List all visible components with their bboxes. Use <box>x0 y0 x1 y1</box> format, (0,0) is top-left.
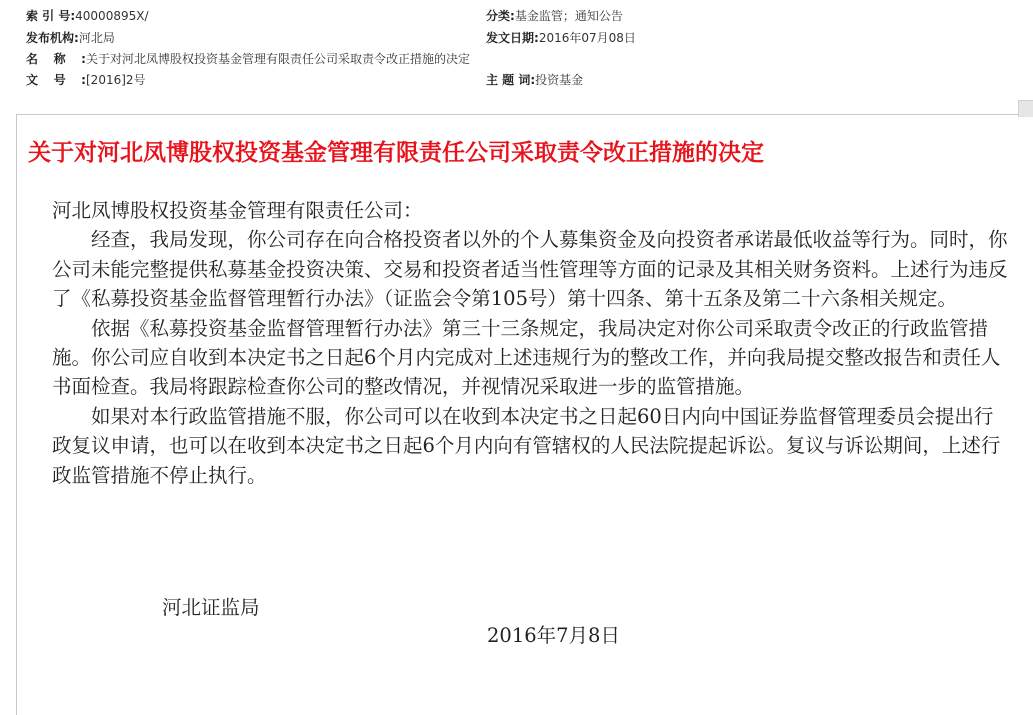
meta-issuer-row <box>26 28 115 48</box>
document-title: 关于对河北凤博股权投资基金管理有限责任公司采取责令改正措施的决定 <box>28 140 764 166</box>
meta-date-label: 发文日期: <box>486 31 539 45</box>
body-paragraph-findings: 经查，我局发现，你公司存在向合格投资者以外的个人募集资金及向投资者承诺最低收益等行为。同时，你公司未能完整提供私募基金投资决策、交易和投资者适当性管理等方面的记录及其相关财务资料。上述行为违反了《私募投资基金监督管理暂行办法》（证监会令第105号）第十四条、第十五条及第二十六条相关规定。 <box>52 228 1008 311</box>
meta-name-value: 关于对河北凤博股权投资基金管理有限责任公司采取责令改正措施的决定 <box>86 52 471 66</box>
meta-date-row <box>486 28 636 48</box>
document-meta-header <box>0 0 1033 100</box>
scrollbar-thumb[interactable] <box>1018 100 1033 117</box>
meta-docno-value: [2016]2号 <box>86 73 146 87</box>
addressee: 河北凤博股权投资基金管理有限责任公司： <box>52 199 423 222</box>
meta-name-label: 名称: <box>26 52 86 66</box>
document-body <box>52 196 1012 490</box>
meta-category-value: 基金监管；通知公告 <box>514 9 623 23</box>
signature-date: 2016年7月8日 <box>487 624 620 647</box>
meta-category-label: 分类: <box>486 9 515 23</box>
meta-docno-label: 文号: <box>26 73 86 87</box>
meta-index-value: 40000895X/ <box>75 9 149 23</box>
meta-docno-row <box>26 70 146 90</box>
meta-issuer-value: 河北局 <box>78 31 115 45</box>
signature-issuer: 河北证监局 <box>162 596 260 619</box>
body-paragraph-appeal: 如果对本行政监管措施不服，你公司可以在收到本决定书之日起60日内向中国证券监督管理委员会提出行政复议申请，也可以在收到本决定书之日起6个月内向有管辖权的人民法院提起诉讼。复议与诉讼期间，上述行政监管措施不停止执行。 <box>52 404 1001 487</box>
meta-issuer-label: 发布机构: <box>26 31 79 45</box>
meta-date-value: 2016年07月08日 <box>538 31 636 45</box>
body-paragraph-decision: 依据《私募投资基金监督管理暂行办法》第三十三条规定，我局决定对你公司采取责令改正的行政监管措施。你公司应自收到本决定书之日起6个月内完成对上述违规行为的整改工作，并向我局提交整改报告和责任人书面检查。我局将跟踪检查你公司的整改情况，并视情况采取进一步的监管措施。 <box>52 316 1001 399</box>
meta-name-row <box>26 49 470 69</box>
meta-index-row <box>26 6 149 26</box>
meta-subject-label: 主 题 词: <box>486 73 536 87</box>
meta-subject-value: 投资基金 <box>535 73 584 87</box>
meta-category-row <box>486 6 623 26</box>
meta-index-label: 索 引 号: <box>26 9 76 23</box>
meta-subject-row <box>486 70 583 90</box>
